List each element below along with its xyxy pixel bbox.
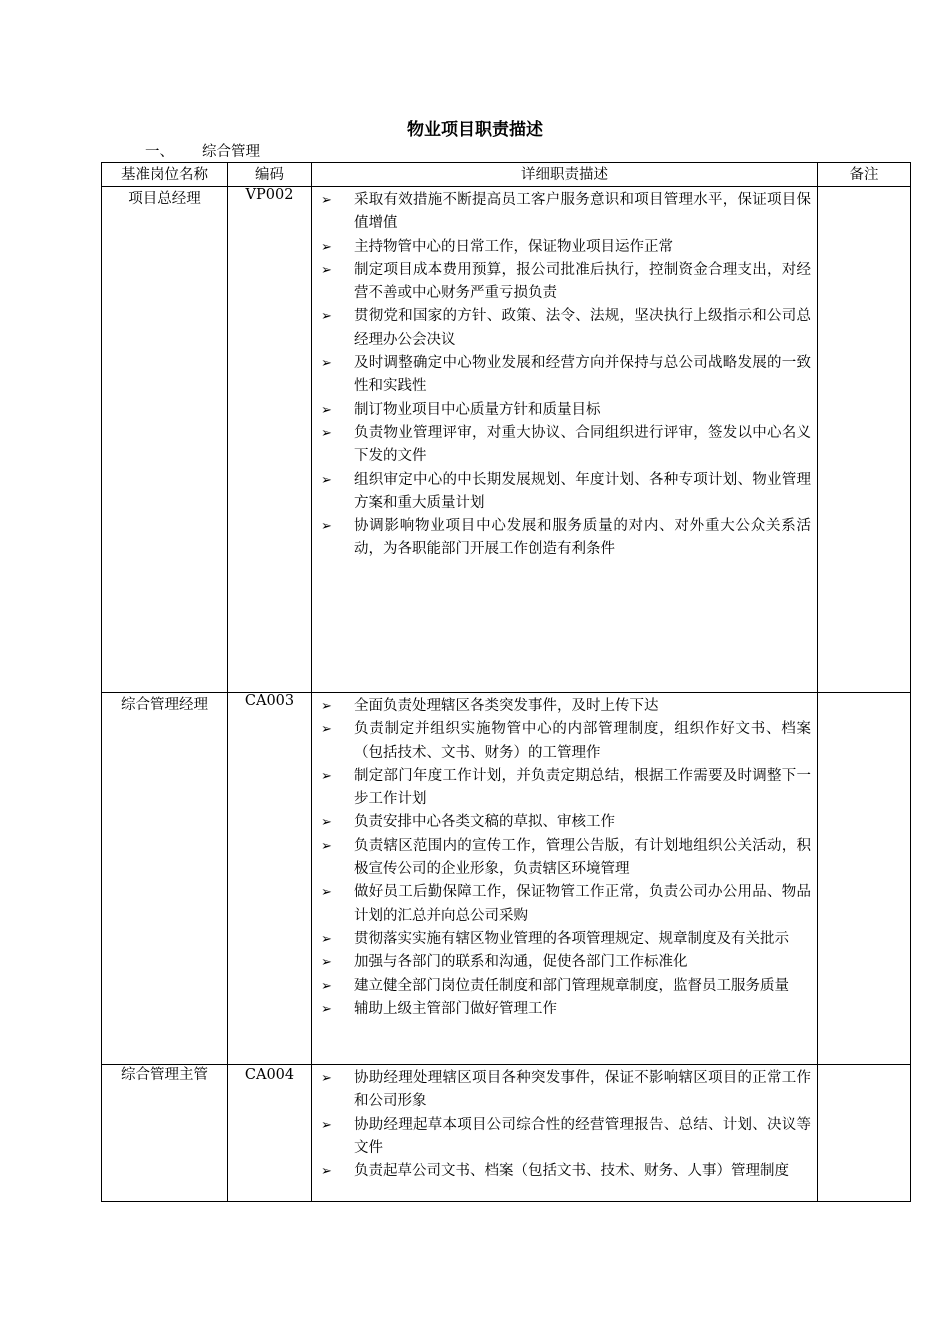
arrow-bullet-icon: ➢ (321, 1001, 332, 1017)
duty-text: 贯彻党和国家的方针、政策、法令、法规，坚决执行上级指示和公司总经理办公会决议 (354, 308, 811, 348)
duty-text: 制订物业项目中心质量方针和质量目标 (354, 401, 601, 418)
header-remarks: 备注 (818, 163, 911, 187)
duty-item (321, 1114, 811, 1161)
duty-item (321, 469, 811, 516)
arrow-bullet-icon: ➢ (321, 978, 332, 994)
duty-text: 制定项目成本费用预算，报公司批准后执行，控制资金合理支出，对经营不善或中心财务严重亏损负责 (354, 261, 811, 302)
duties-cell (312, 693, 818, 1065)
duty-item (321, 1067, 811, 1114)
duty-text: 协助经理处理辖区项目各种突发事件，保证不影响辖区项目的正常工作和公司形象 (354, 1070, 811, 1110)
duty-text: 贯彻落实实施有辖区物业管理的各项管理规定、规章制度及有关批示 (354, 930, 789, 947)
duty-text: 协助经理起草本项目公司综合性的经营管理报告、总结、计划、决议等文件 (354, 1116, 811, 1156)
arrow-bullet-icon: ➢ (321, 239, 332, 255)
position-name-cell: 项目总经理 (102, 187, 228, 693)
duties-list (312, 187, 817, 562)
duty-item (321, 718, 811, 765)
arrow-bullet-icon: ➢ (321, 955, 332, 971)
duty-item (321, 236, 811, 259)
duty-item (321, 951, 811, 974)
duty-text: 建立健全部门岗位责任制度和部门管理规章制度，监督员工服务质量 (354, 977, 789, 994)
section-number: 一、 (145, 144, 174, 160)
duty-item (321, 422, 811, 469)
duty-text: 负责物业管理评审，对重大协议、合同组织进行评审，签发以中心名义下发的文件 (354, 424, 811, 465)
arrow-bullet-icon: ➢ (321, 815, 332, 831)
position-code-cell: VP002 (228, 187, 312, 693)
duties-table (101, 162, 911, 1202)
duty-text: 组织审定中心的中长期发展规划、年度计划、各种专项计划、物业管理方案和重大质量计划 (354, 471, 811, 511)
arrow-bullet-icon: ➢ (321, 722, 332, 738)
duty-item (321, 998, 811, 1021)
duty-text: 负责安排中心各类文稿的草拟、审核工作 (354, 814, 615, 831)
duty-text: 负责起草公司文书、档案（包括文书、技术、财务、人事）管理制度 (354, 1163, 789, 1180)
arrow-bullet-icon: ➢ (321, 1164, 332, 1180)
duty-item (321, 352, 811, 399)
duties-list (312, 1065, 817, 1183)
duty-text: 加强与各部门的联系和沟通，促使各部门工作标准化 (354, 954, 688, 971)
arrow-bullet-icon: ➢ (321, 699, 332, 714)
arrow-bullet-icon: ➢ (321, 1117, 332, 1133)
duty-text: 负责辖区范围内的宣传工作，管理公告版，有计划地组织公关活动，积极宣传公司的企业形象，负责辖区环境管理 (354, 837, 811, 878)
duty-item (321, 399, 811, 422)
position-code-cell: CA003 (228, 693, 312, 1065)
header-code: 编码 (228, 163, 312, 187)
remarks-cell (818, 1065, 911, 1202)
duty-item (321, 695, 811, 718)
remarks-cell (818, 693, 911, 1065)
header-position: 基准岗位名称 (102, 163, 228, 187)
duty-item (321, 835, 811, 882)
section-heading (145, 143, 260, 161)
duty-item (321, 189, 811, 236)
duty-text: 主持物管中心的日常工作，保证物业项目运作正常 (354, 238, 673, 255)
duty-item (321, 515, 811, 562)
duty-item (321, 928, 811, 951)
duty-item (321, 259, 811, 306)
arrow-bullet-icon: ➢ (321, 356, 332, 372)
duty-item (321, 811, 811, 834)
duty-text: 全面负责处理辖区各类突发事件，及时上传下达 (354, 698, 659, 714)
arrow-bullet-icon: ➢ (321, 309, 332, 325)
duty-item (321, 975, 811, 998)
arrow-bullet-icon: ➢ (321, 425, 332, 441)
table-row (102, 187, 911, 693)
arrow-bullet-icon: ➢ (321, 262, 332, 278)
duty-text: 协调影响物业项目中心发展和服务质量的对内、对外重大公众关系活动，为各职能部门开展工作创造有利条件 (354, 518, 811, 558)
position-name-cell: 综合管理主管 (102, 1065, 228, 1202)
header-description: 详细职责描述 (312, 163, 818, 187)
duty-text: 及时调整确定中心物业发展和经营方向并保持与总公司战略发展的一致性和实践性 (354, 355, 811, 395)
duty-text: 负责制定并组织实施物管中心的内部管理制度，组织作好文书、档案（包括技术、文书、财务）的工管理作 (354, 721, 811, 761)
position-name-cell: 综合管理经理 (102, 693, 228, 1065)
arrow-bullet-icon: ➢ (321, 402, 332, 418)
arrow-bullet-icon: ➢ (321, 931, 332, 947)
table-row (102, 1065, 911, 1202)
duty-text: 采取有效措施不断提高员工客户服务意识和项目管理水平，保证项目保值增值 (354, 192, 811, 232)
arrow-bullet-icon: ➢ (321, 885, 332, 901)
arrow-bullet-icon: ➢ (321, 519, 332, 535)
duties-cell (312, 187, 818, 693)
duty-text: 制定部门年度工作计划，并负责定期总结，根据工作需要及时调整下一步工作计划 (354, 767, 811, 808)
duty-text: 做好员工后勤保障工作，保证物管工作正常，负责公司办公用品、物品计划的汇总并向总公司采购 (354, 884, 811, 924)
duty-text: 辅助上级主管部门做好管理工作 (354, 1000, 557, 1017)
table-row (102, 693, 911, 1065)
header-row (102, 163, 911, 187)
arrow-bullet-icon: ➢ (321, 193, 332, 208)
arrow-bullet-icon: ➢ (321, 1071, 332, 1086)
remarks-cell (818, 187, 911, 693)
position-code-cell: CA004 (228, 1065, 312, 1202)
duties-list (312, 693, 817, 1021)
duty-item (321, 1160, 811, 1183)
arrow-bullet-icon: ➢ (321, 768, 332, 784)
page-title: 物业项目职责描述 (407, 120, 543, 140)
section-label: 综合管理 (202, 144, 260, 160)
duty-item (321, 305, 811, 352)
duty-item (321, 881, 811, 928)
duties-cell (312, 1065, 818, 1202)
arrow-bullet-icon: ➢ (321, 472, 332, 488)
arrow-bullet-icon: ➢ (321, 838, 332, 854)
duty-item (321, 765, 811, 812)
table-body (102, 187, 911, 1202)
